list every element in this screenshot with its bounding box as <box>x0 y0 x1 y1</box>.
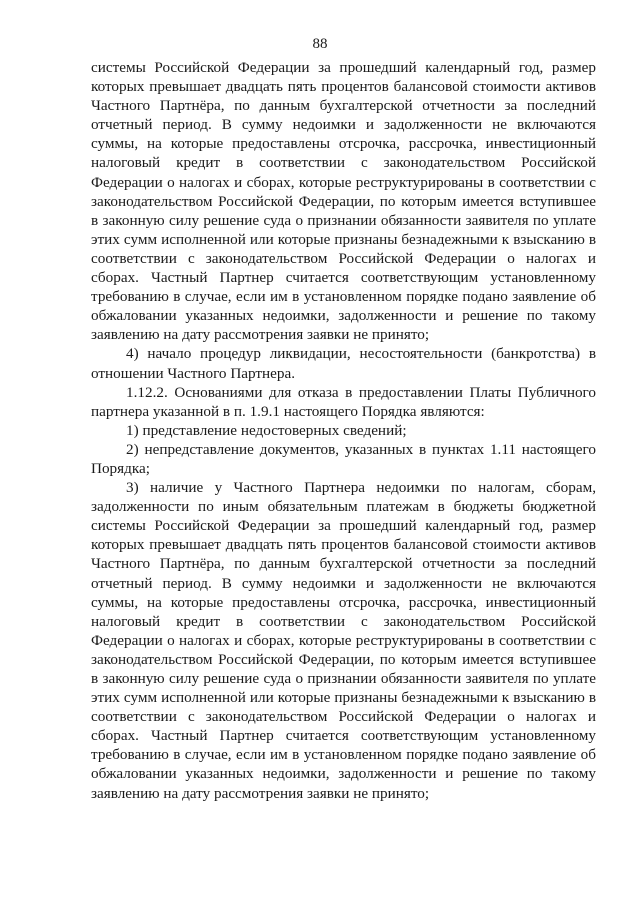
text-line: законодательством Российской Федерации, по которым имеется вступившее <box>91 650 596 668</box>
text-line: налоговый кредит в соответствии с законодательством Российской <box>91 612 596 630</box>
text-line: в законную силу решение суда о признании обязанности заявителя по уплате <box>91 670 596 687</box>
text-line: суммы, на которые предоставлены отсрочка, рассрочка, инвестиционный <box>91 135 596 153</box>
text-line: 3) наличие у Частного Партнера недоимки по налогам, сборам, <box>126 479 596 497</box>
text-line: отчетный период. В сумму недоимки и задолженности не включаются <box>91 116 596 134</box>
document-body <box>91 58 596 803</box>
text-line: обжаловании указанных недоимки, задолженности и решение по такому <box>91 307 596 325</box>
text-line: партнера указанной в п. 1.9.1 настоящего Порядка являются: <box>91 402 485 420</box>
text-line: этих сумм исполненной или которые признаны безнадежными к взысканию в <box>91 230 596 248</box>
text-line: 1) представление недостоверных сведений; <box>126 421 407 439</box>
text-line: обжаловании указанных недоимки, задолженности и решение по такому <box>91 765 596 783</box>
text-line: задолженности по иным обязательным платежам в бюджеты бюджетной <box>91 498 596 516</box>
page-number: 88 <box>312 36 328 52</box>
text-line: соответствии с законодательством Российской Федерации о налогах и <box>91 708 596 726</box>
text-line: в законную силу решение суда о признании обязанности заявителя по уплате <box>91 211 596 229</box>
text-line: отношении Частного Партнера. <box>91 364 296 382</box>
text-line: сборах. Частный Партнер считается соответствующим установленному <box>91 269 596 287</box>
text-line: Частного Партнёра, по данным бухгалтерской отчетности за последний <box>91 97 596 115</box>
text-line: Порядка; <box>91 459 150 477</box>
text-line: 1.12.2. Основаниями для отказа в предоставлении Платы Публичного <box>126 383 596 401</box>
text-line: Федерации о налогах и сборах, которые реструктурированы в соответствии с <box>91 173 596 191</box>
text-line: 2) непредставление документов, указанных в пунктах 1.11 настоящего <box>126 440 596 458</box>
text-line: заявлению на дату рассмотрения заявки не принято; <box>91 784 430 802</box>
text-line: налоговый кредит в соответствии с законодательством Российской <box>91 154 596 172</box>
text-line: Федерации о налогах и сборах, которые реструктурированы в соответствии с <box>91 631 596 649</box>
text-line: законодательством Российской Федерации, по которым имеется вступившее <box>91 192 596 210</box>
text-line: отчетный период. В сумму недоимки и задолженности не включаются <box>91 574 596 592</box>
text-line: требованию в случае, если им в установленном порядке подано заявление об <box>91 288 596 306</box>
text-line: суммы, на которые предоставлены отсрочка, рассрочка, инвестиционный <box>91 593 596 611</box>
text-line: требованию в случае, если им в установленном порядке подано заявление об <box>91 746 596 764</box>
text-line: заявлению на дату рассмотрения заявки не принято; <box>91 326 430 344</box>
text-line: системы Российской Федерации за прошедший календарный год, размер <box>91 517 596 535</box>
text-line: соответствии с законодательством Российской Федерации о налогах и <box>91 249 596 267</box>
text-line: 4) начало процедур ликвидации, несостоятельности (банкротства) в <box>126 345 596 363</box>
text-line: которых превышает двадцать пять процентов балансовой стоимости активов <box>91 536 596 554</box>
text-line: сборах. Частный Партнер считается соответствующим установленному <box>91 727 596 745</box>
text-line: этих сумм исполненной или которые признаны безнадежными к взысканию в <box>91 689 596 707</box>
text-line: системы Российской Федерации за прошедший календарный год, размер <box>91 59 596 76</box>
text-line: которых превышает двадцать пять процентов балансовой стоимости активов <box>91 78 596 96</box>
text-line: Частного Партнёра, по данным бухгалтерской отчетности за последний <box>91 555 596 573</box>
